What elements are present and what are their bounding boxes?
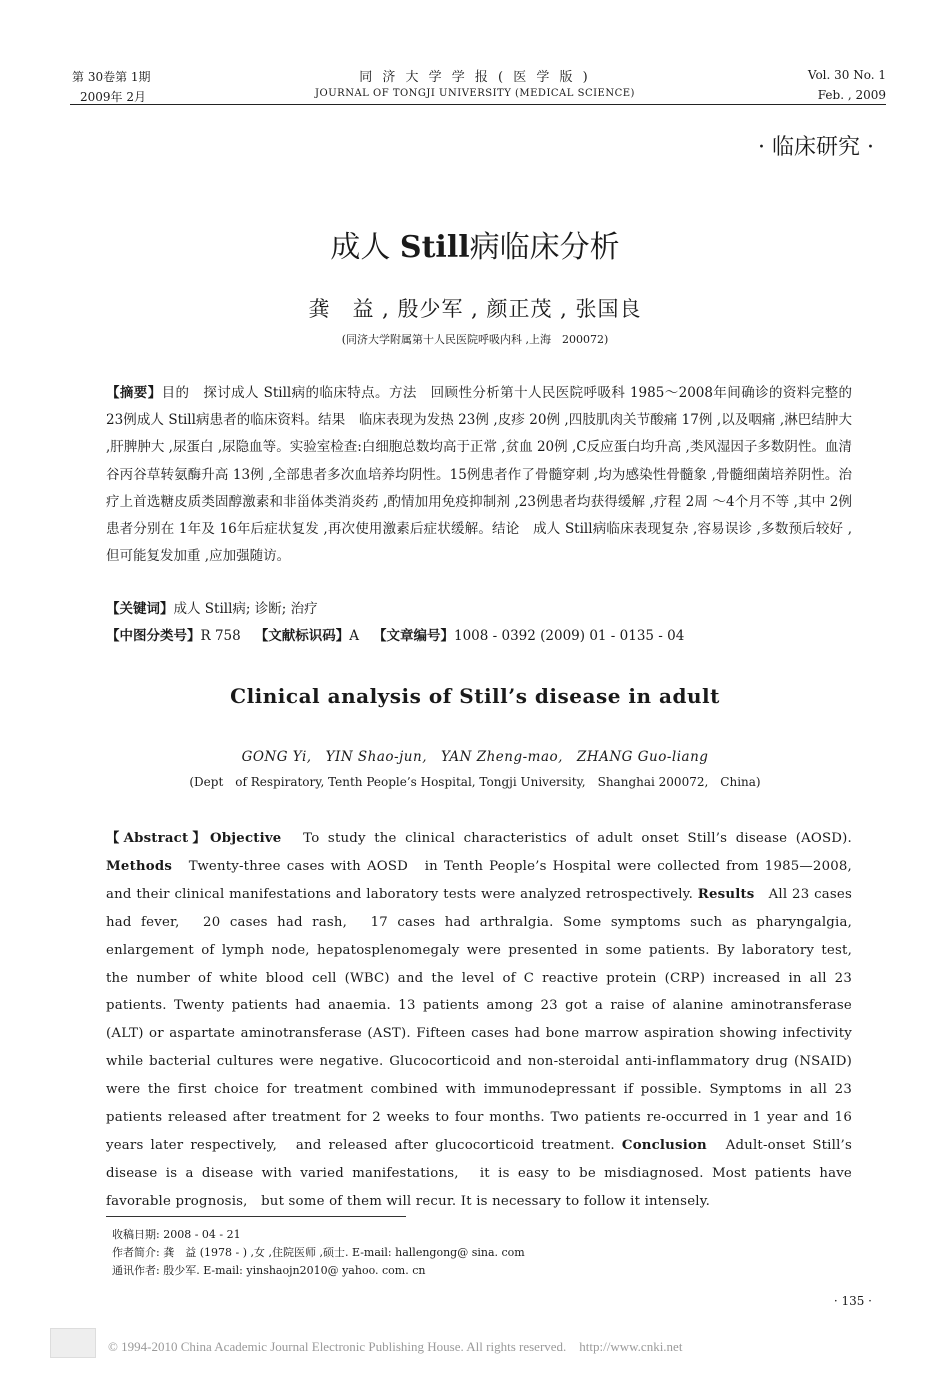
abstract-en-label: 【Abstract】 (106, 831, 211, 846)
objective-text: To study the clinical characteristics of adult onset Still’s disease (AOSD). (281, 831, 852, 846)
footnote-author-bio: 作者简介: 龚 益 (1978 - ) ,女 ,住院医师 ,硕士. E-mail: hallengong@ sina. com (112, 1246, 525, 1259)
abstract-en (106, 825, 866, 1216)
header-date-cn: 2009年 2月 (80, 90, 146, 104)
section-tag: · 临床研究 · (758, 135, 874, 160)
clc-label: 【中图分类号】 (106, 628, 201, 644)
header-journal-en: JOURNAL OF TONGJI UNIVERSITY (MEDICAL SCIENCE) (315, 88, 635, 99)
affiliation-en: (Dept of Respiratory, Tenth People’s Hospital, Tongji University, Shanghai 200072, China) (189, 775, 761, 789)
footnote-divider (106, 1216, 406, 1217)
authors-cn: 龚 益 , 殷少军 , 颜正茂 , 张国良 (308, 297, 642, 321)
results-label: Results (697, 886, 755, 902)
keywords-line (106, 597, 318, 617)
title-cn-part2: Still (399, 230, 470, 265)
header-journal-cn: 同 济 大 学 学 报 ( 医 学 版 ) (359, 70, 591, 85)
affiliation-cn: (同济大学附属第十人民医院呼吸内科 ,上海 200072) (341, 333, 609, 346)
copyright-notice: © 1994-2010 China Academic Journal Electronic Publishing House. All rights reserved. http://www.cnki.net (108, 1339, 683, 1354)
cnki-logo-icon (50, 1328, 96, 1358)
abstract-cn-text: 目的 探讨成人 Still病的临床特点。方法 回顾性分析第十人民医院呼吸科 1985～2008年间确诊的资料完整的 23例成人 Still病患者的临床资料。结果 临床表现为发热 23例 ,皮疹 20例 ,四肢肌肉关节酸痛 17例 ,以及咽痛 ,淋巴结肿大 ,肝脾肿大 ,尿蛋白 ,尿隐血等。实验室检查:白细胞总数均高于正常 ,贫血 20例 ,C反应蛋白均升高 ,类风湿因子多数阴性。血清谷丙谷草转氨酶升高 13例 ,全部患者多次血培养均阴性。15例患者作了骨髓穿刺 ,均为感染性骨髓象 ,骨髓细菌培养阴性。治疗上首选糖皮质类固醇激素和非甾体类消炎药 ,酌情加用免疫抑制剂 ,23例患者均获得缓解 ,疗程 2周 ～4个月不等 ,其中 2例患者分别在 1年及 16年后症状复发 ,再次使用激素后症状缓解。结论 成人 Still病临床表现复杂 ,容易误诊 ,多数预后较好 ,但可能复发加重 ,应加强随访。 (106, 385, 853, 565)
page-number: · 135 · (833, 1294, 872, 1308)
classification-line (106, 624, 684, 644)
article-title-cn (0, 222, 950, 266)
header-volume-en: Vol. 30 No. 1 (807, 68, 886, 82)
conclusion-text: Adult-onset Still’s disease is a disease with varied manifestations, it is easy to be misdiagnosed. Most patients have favorable prognosis, but some of them will recur. It is necessary to follow it intensely. (106, 1137, 852, 1209)
authors-en: GONG Yi, YIN Shao-jun, YAN Zheng-mao, ZHANG Guo-liang (241, 749, 709, 765)
header-volume-cn: 第 30卷第 1期 (72, 70, 151, 84)
article-number-value: 1008 - 0392 (2009) 01 - 0135 - 04 (453, 628, 685, 644)
doc-code-label: 【文献标识码】 (254, 628, 350, 644)
methods-label: Methods (106, 858, 173, 874)
doc-code-value: A (349, 628, 359, 644)
methods-text: Twenty-three cases with AOSD in Tenth People’s Hospital were collected from 1985—2008, and their clinical manifestations and laboratory tests were analyzed retrospectively. (106, 858, 866, 902)
results-text: All 23 cases had fever, 20 cases had rash, 17 cases had arthralgia. Some symptoms such as pharyngalgia, enlargement of lymph node, hepatosplenomegaly were presented in some patients. By laboratory test, the number of white blood cell (WBC) and the level of C reactive protein (CRP) increased in all 23 patients. Twenty patients had anaemia. 13 patients among 23 got a raise of alanine aminotransferase (ALT) or aspartate aminotransferase (AST). Fifteen cases had bone marrow aspiration showing infectivity while bacterial cultures were negative. Glucocorticoid and non-steroidal anti-inflammatory drug (NSAID) were the first choice for treatment combined with immunodepressant if possible. Symptoms in all 23 patients released after treatment for 2 weeks to four months. Two patients re-occurred in 1 year and 16 years later respectively, and released after glucocorticoid treatment. (106, 886, 866, 1153)
abstract-cn-label: 【摘要】 (106, 385, 162, 401)
keywords-label: 【关键词】 (106, 601, 174, 617)
article-title-en: Clinical analysis of Still’s disease in adult (230, 684, 720, 708)
keywords-text: 成人 Still病; 诊断; 治疗 (173, 601, 318, 617)
conclusion-label: Conclusion (621, 1137, 707, 1153)
title-cn-part1: 成人 (330, 230, 400, 265)
header-date-en: Feb. , 2009 (817, 88, 886, 102)
clc-value: R 758 (200, 628, 241, 644)
header-divider (70, 104, 886, 105)
footnote-corresponding: 通讯作者: 殷少军. E-mail: yinshaojn2010@ yahoo. com. cn (112, 1264, 426, 1277)
article-number-label: 【文章编号】 (372, 628, 454, 644)
abstract-cn (106, 380, 852, 570)
objective-label: Objective (210, 831, 282, 846)
footnote-received: 收稿日期: 2008 - 04 - 21 (112, 1228, 241, 1241)
title-cn-part3: 病临床分析 (469, 230, 620, 265)
